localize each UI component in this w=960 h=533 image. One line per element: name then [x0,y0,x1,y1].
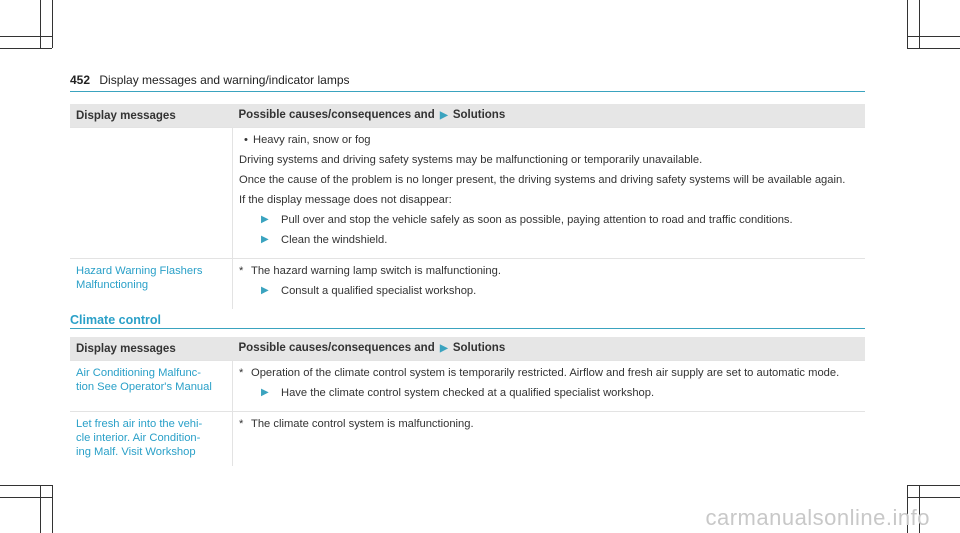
star-icon: * [239,367,244,379]
message-text: cle interior. Air Condition- [76,432,201,444]
cause-cell [233,412,866,467]
crop-mark [907,485,960,486]
bullet-text: Heavy rain, snow or fog [253,134,371,146]
crop-mark [52,0,53,48]
message-text: ing Malf. Visit Workshop [76,446,196,458]
solution-step [261,386,859,400]
crop-mark [919,0,920,48]
crop-mark [0,485,52,486]
section-title: Climate control [70,313,161,327]
message-cell [70,128,233,259]
table-header-row [70,104,865,128]
crop-mark [0,36,52,37]
table-header-row [70,337,865,361]
message-cell [70,412,233,467]
column-header-causes-solutions [233,104,866,128]
step-text: Have the climate control system checked at a qualified specialist workshop. [281,387,655,399]
solution-arrow-icon: ▶ [439,343,448,354]
solution-step [261,284,859,298]
page-header-title: Display messages and warning/indicator lamps [99,73,350,87]
table-row [70,412,865,467]
crop-mark [0,497,52,498]
star-icon: * [239,265,244,277]
crop-mark [40,0,41,48]
message-cell [70,259,233,310]
crop-mark [907,0,908,48]
message-text: tion See Operator's Manual [76,381,212,393]
paragraph: Driving systems and driving safety systems may be malfunctioning or temporarily unavailable. [239,154,703,166]
message-text: Hazard Warning Flashers [76,265,203,277]
crop-mark [40,485,41,533]
message-text: Air Conditioning Malfunc- [76,367,201,379]
message-text: Malfunctioning [76,279,149,291]
column-header-display-messages: Display messages [70,337,233,361]
crop-mark [907,48,960,49]
cause-cell [233,259,866,310]
paragraph: If the display message does not disappear: [239,194,452,206]
column-header-causes-solutions [233,337,866,361]
climate-messages-table [70,337,865,466]
table-row [70,259,865,310]
solution-arrow-icon: ▶ [261,214,269,225]
step-text: Clean the windshield. [281,234,388,246]
table-row [70,361,865,412]
table-row [70,128,865,259]
column-header-causes: Possible causes/consequences and [238,342,435,354]
page-header [70,73,350,87]
cause-item [239,264,859,278]
cause-text: The climate control system is malfunctioning. [251,418,474,430]
cause-item [239,366,859,380]
solution-step [261,213,859,227]
step-text: Consult a qualified specialist workshop. [281,285,477,297]
cause-text: The hazard warning lamp switch is malfunctioning. [251,265,501,277]
crop-mark [0,48,52,49]
column-header-solutions: Solutions [452,342,506,354]
section-divider [70,328,865,329]
column-header-display-messages: Display messages [70,104,233,128]
display-messages-table [70,104,865,309]
step-text: Pull over and stop the vehicle safely as soon as possible, paying attention to road and traffic conditions. [281,214,793,226]
cause-cell [233,361,866,412]
crop-mark [52,485,53,533]
bullet-icon: • [244,134,248,146]
solution-arrow-icon: ▶ [261,285,269,296]
cause-item [239,417,859,431]
solution-arrow-icon: ▶ [439,110,448,121]
watermark: carmanualsonline.info [705,505,930,530]
cause-text: Operation of the climate control system is temporarily restricted. Airflow and fresh air supply are set to automatic mode. [251,367,840,379]
solution-arrow-icon: ▶ [261,387,269,398]
message-cell [70,361,233,412]
cause-cell [233,128,866,259]
solution-step [261,233,859,247]
header-divider [70,91,865,92]
page-number: 452 [70,73,91,87]
crop-mark [907,36,960,37]
column-header-causes: Possible causes/consequences and [238,109,435,121]
crop-mark [907,497,960,498]
message-text: Let fresh air into the vehi- [76,418,203,430]
star-icon: * [239,418,244,430]
paragraph: Once the cause of the problem is no longer present, the driving systems and driving safety systems will be available again. [239,174,846,186]
column-header-solutions: Solutions [452,109,506,121]
solution-arrow-icon: ▶ [261,234,269,245]
list-item [239,133,859,147]
